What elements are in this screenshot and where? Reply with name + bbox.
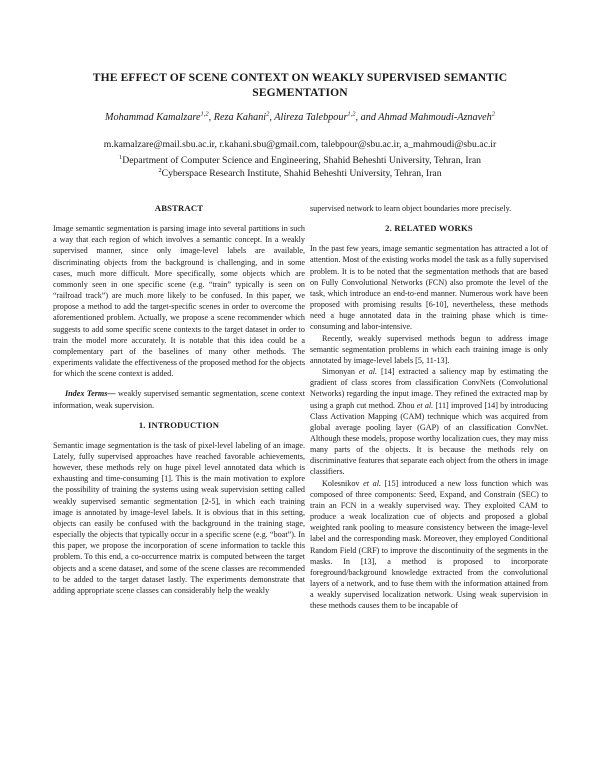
- affiliation-2: $^2$Cyberspace Research Institute, Shahid Beheshti University, Tehran, Iran: [158, 167, 442, 180]
- left-column: [53, 203, 305, 596]
- paper-title-line-1: THE EFFECT OF SCENE CONTEXT ON WEAKLY SUPERVISED SEMANTIC: [92, 71, 508, 84]
- introduction-heading: 1. INTRODUCTION: [138, 419, 220, 430]
- author-1: Mohammad Kamalzare$^{1,2}$,: [104, 111, 214, 124]
- author-list: [20, 108, 580, 124]
- intro-continuation: supervised network to learn object boundaries more precisely.: [310, 204, 512, 213]
- affiliation-1: $^1$Department of Computer Science and Engineering, Shahid Beheshti University, Tehran, Iran: [119, 154, 481, 167]
- author-3: Alireza Talebpour$^{1,2}$, and: [274, 111, 379, 124]
- author-emails: m.kamalzare@mail.sbu.ac.ir, r.kahani.sbu@gmail.com, talebpour@sbu.ac.ir, a_mahmoudi@sbu.ac.ir: [103, 139, 497, 150]
- introduction-text: Semantic image segmentation is the task of pixel-level labeling of an image. Lately, fully supervised approaches have reached favorable achievements, however, these methods rely on huge pixel level annotated data which is exhausting and time-consuming [1]. This is the main motivation to explore the possibility of training the systems using weak supervision setting called weakly supervised semantic segmentation [2-5], in which each training image is annotated by image-level labels. It is obvious that in this setting, objects can easily be confused with the background in the training stage, especially the objects that typically occur in a specific scene (e.g. “boat”). In this paper, we propose the incorporation of scene information to tackle this problem. To this end, a co-occurrence matrix is computed between the target objects and a scene dataset, and some of the scene classes are recommended to be added to the target dataset lastly. The experiments demonstrate that adding appropriate scene classes can considerably help the weakly: [53, 440, 305, 595]
- author-4: Ahmad Mahmoudi-Aznaveh$^2$: [378, 111, 496, 124]
- index-terms-label: Index Terms—: [65, 389, 116, 399]
- related-works-paragraph-4: Kolesnikov et al. [15] introduced a new loss function which was composed of three components: Seed, Expand, and Constrain (SEC) to train an FCN in a weakly supervised way. They exploited CAM to produce a weak localization cue of objects and proposed a global weighted rank pooling to measure consistency between the image-level label and the corresponding mask. Moreover, they employed Conditional Random Field (CRF) to improve the discontinuity of the segments in the masks. In [13], a method is proposed to incorporate foreground/background knowledge extracted from the convolutional layers of a network, and to fuse them with the information attained from a weakly supervised localization network. Using weak supervision in these methods causes them to be incapable of: [310, 478, 549, 611]
- related-works-paragraph-3: Simonyan et al. [14] extracted a saliency map by estimating the gradient of class scores from classification ConvNets (Convolutional Networks) regarding the input image. They refined the extracted map by using a graph cut method. Zhou et al. [11] improved [14] by introducing Class Activation Mapping (CAM) technique which was acquired from global average pooling layer (GAP) of an classification ConvNet. Although these models, propose worthy localization cues, they may miss many parts of the objects. It is because the methods rely on discriminative features that separate each object from the others in image classifiers.: [310, 367, 548, 477]
- abstract-text: Image semantic segmentation is parsing image into several partitions in such a way that each region of which involves a semantic concept. In a weakly supervised manner, since only image-level labels are available, discriminating objects from the background is challenging, and in some cases, much more difficult. More specifically, some objects which are commonly seen in one specific scene (e.g. “train” typically is seen on “railroad track”) are much more likely to be confused. In this paper, we propose a method to add the target-specific scenes in order to overcome the aforementioned problem. Actually, we propose a scene recommender which suggests to add some specific scene contexts to the target dataset in order to train the model more accurately. It is notable that this idea could be a complementary part of the baselines of many other methods. The experiments validate the effectiveness of the proposed method for the objects for which the scene context is added.: [53, 224, 305, 379]
- abstract-heading: ABSTRACT: [154, 203, 204, 213]
- author-2: Reza Kahani$^2$,: [213, 111, 275, 124]
- related-works-paragraph-2: Recently, weakly supervised methods begun to address image semantic segmentation problems in which each training image is only annotated by image-level labels [5, 11-13].: [310, 333, 548, 365]
- index-terms: [53, 388, 305, 410]
- paper-title: [40, 70, 560, 100]
- index-terms-text: weakly supervised semantic segmentation, scene context information, weak supervision.: [53, 389, 305, 410]
- related-works-heading: 2. RELATED WORKS: [385, 223, 473, 234]
- right-column: [310, 203, 548, 611]
- paper-title-line-2: SEGMENTATION: [252, 86, 348, 99]
- related-works-paragraph-1: In the past few years, image semantic segmentation has attracted a lot of attention. Most of the existing works model the task as a fully supervised problem. It is to be noted that the segmentation methods that are based on Fully Convolutional Networks (FCN) also promote the level of the task, which introduce an end-to-end manner. Numerous work have been proposed with promising results [6-10], nevertheless, these methods need a huge annotated data in the training phase which is time-consuming and labor-intensive.: [310, 244, 548, 332]
